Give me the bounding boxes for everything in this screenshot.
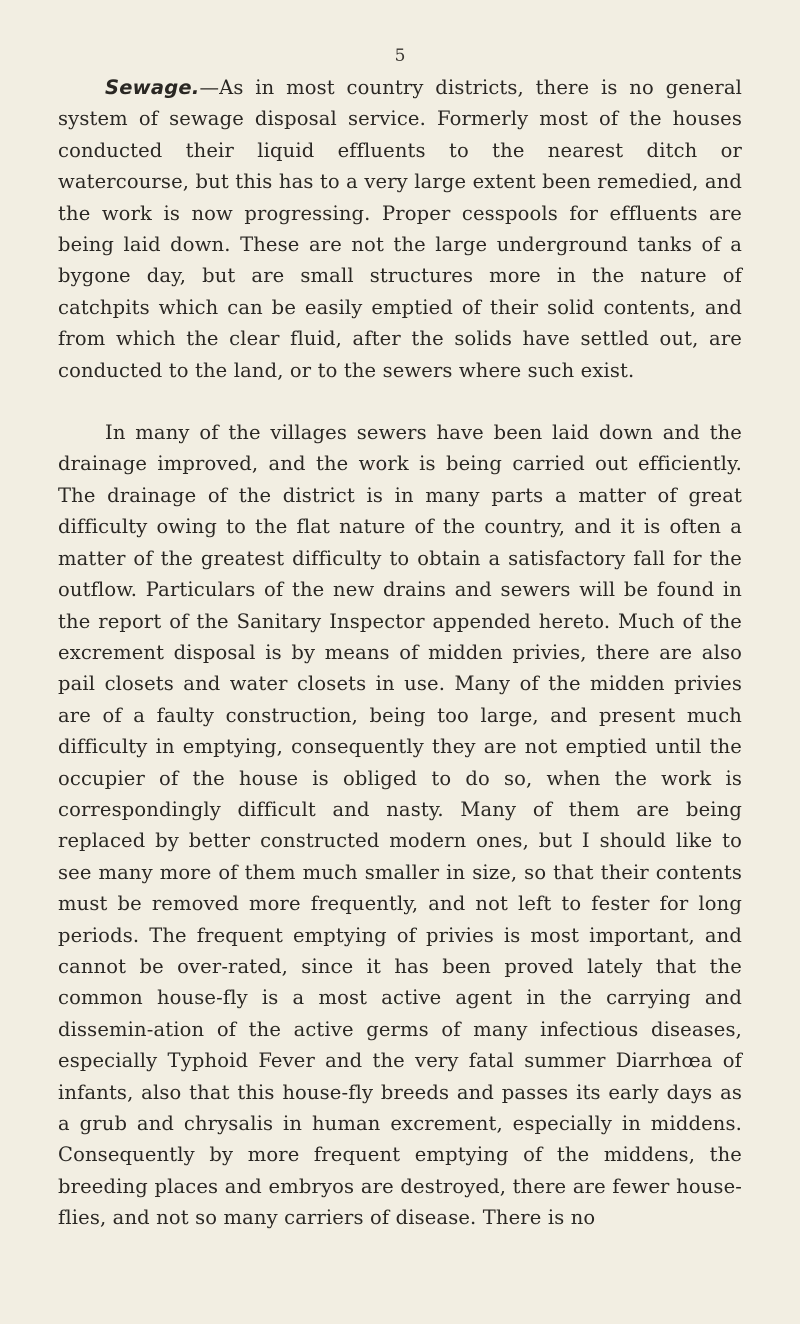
document-body [58,72,742,1234]
paragraph-drainage: In many of the villages sewers have been laid down and the drainage improved, and the work is being carried out efficiently. The drainage of the district is in many parts a matter of great difficulty owing to the flat nature of the country, and it is often a matter of the greatest difficulty to obtain a satisfactory fall for the outflow. Particulars of the new drains and sewers will be found in the report of the Sanitary Inspector appended hereto. Much of the excrement disposal is by means of midden privies, there are also pail closets and water closets in use. Many of the midden privies are of a faulty construction, being too large, and present much difficulty in emptying, consequently they are not emptied until the occupier of the house is obliged to do so, when the work is correspondingly difficult and nasty. Many of them are being replaced by better constructed modern ones, but I should like to see many more of them much smaller in size, so that their contents must be removed more frequently, and not left to fester for long periods. The frequent emptying of privies is most important, and cannot be over-rated, since it has been proved lately that the common house-fly is a most active agent in the carrying and dissemin-ation of the active germs of many infectious diseases, especially Typhoid Fever and the very fatal summer Diarrhœa of infants, also that this house-fly breeds and passes its early days as a grub and chrysalis in human excrement, especially in middens. Consequently by more frequent emptying of the middens, the breeding places and embryos are destroyed, there are fewer house-flies, and not so many carriers of disease. There is no [58,421,742,1230]
page-number: 5 [394,46,406,66]
paragraph-sewage [58,72,742,386]
paragraph-1-text: —As in most country districts, there is no general system of sewage disposal service. Formerly most of the houses conducted their liquid effluents to the nearest ditch or watercourse, but this has to a very large extent been remedied, and the work is now progressing. Proper cesspools for effluents are being laid down. These are not the large underground tanks of a bygone day, but are small structures more in the nature of catchpits which can be easily emptied of their solid contents, and from which the clear fluid, after the solids have settled out, are conducted to the land, or to the sewers where such exist. [58,76,742,382]
section-heading: Sewage. [105,76,200,99]
